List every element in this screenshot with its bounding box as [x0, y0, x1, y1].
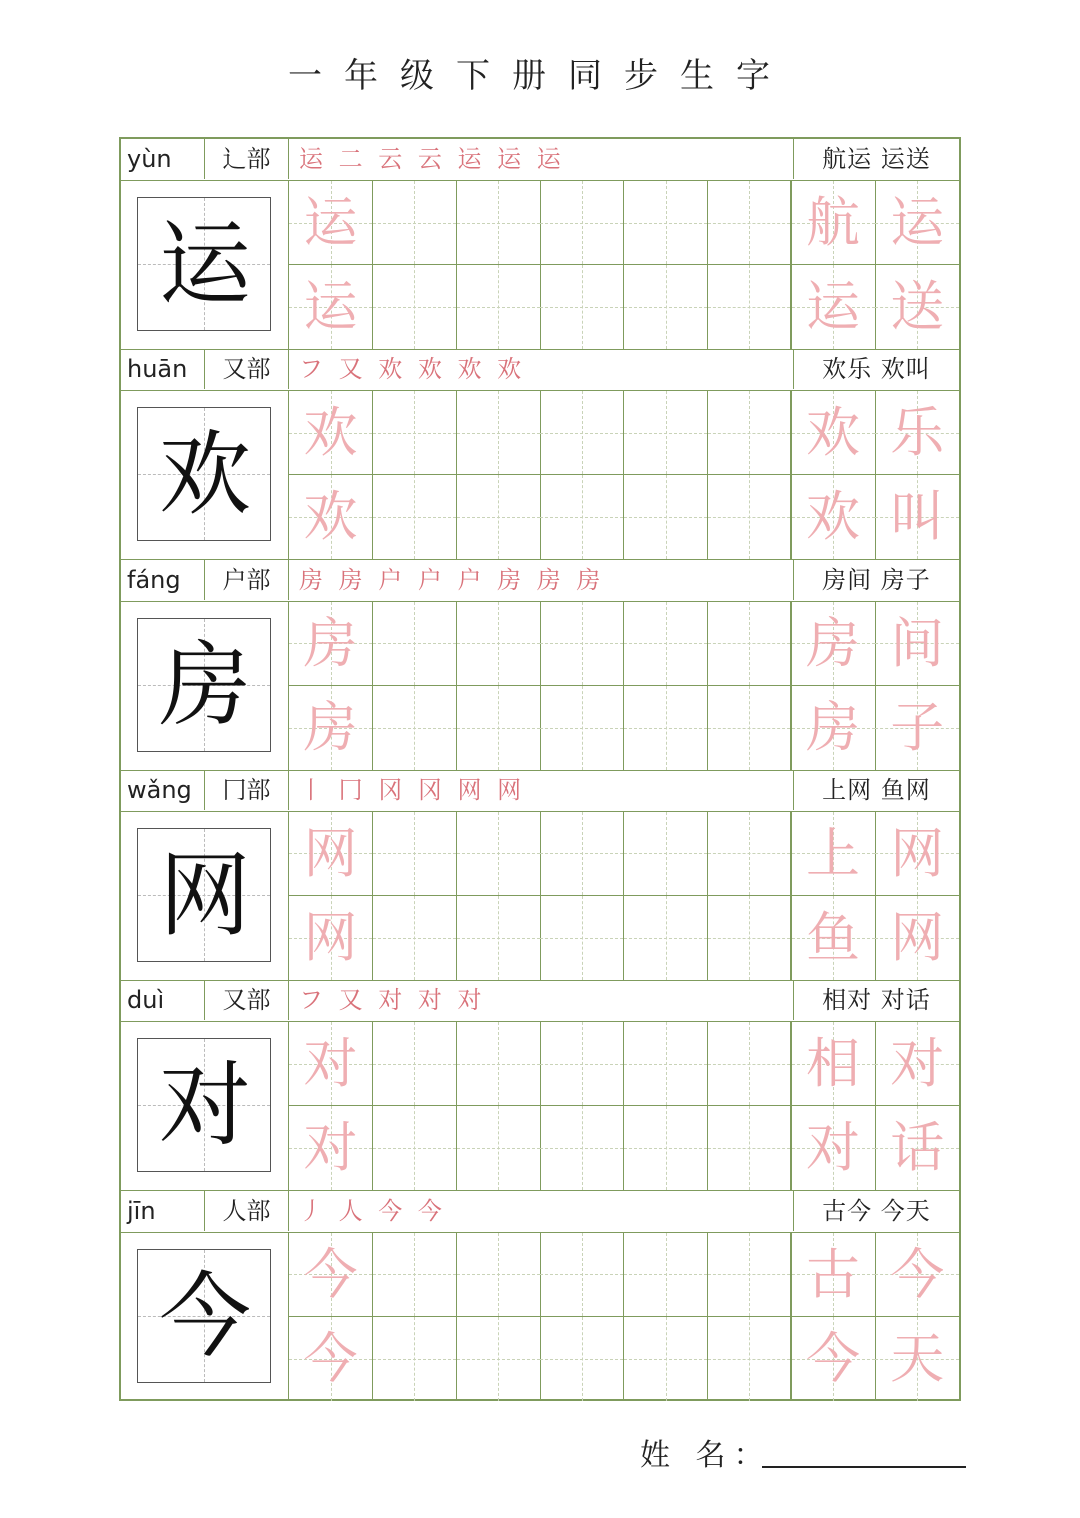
stroke-order: フ 又 欢 欢 欢 欢 — [299, 355, 526, 384]
tracing-grid — [289, 181, 959, 349]
example-words: 房间 房子 — [793, 560, 959, 600]
tracing-cell[interactable] — [373, 896, 457, 980]
tracing-cell[interactable] — [792, 265, 876, 349]
example-words: 上网 鱼网 — [793, 770, 959, 810]
tracing-cell[interactable] — [540, 265, 624, 349]
tracing-cell[interactable] — [540, 602, 624, 686]
radical: 又部 — [205, 349, 289, 389]
trace-character: 网 — [890, 905, 945, 969]
tracing-cell[interactable] — [540, 1317, 624, 1401]
model-character-cell — [121, 391, 289, 559]
example-words: 航运 运送 — [793, 139, 959, 179]
character-header — [121, 980, 959, 1022]
tracing-cell[interactable] — [792, 391, 876, 475]
tracing-cell[interactable] — [708, 1317, 792, 1401]
trace-character: 房 — [303, 695, 358, 759]
tracing-cell[interactable] — [875, 1106, 959, 1190]
tracing-cell[interactable] — [540, 896, 624, 980]
tracing-cell[interactable] — [792, 181, 876, 265]
practice-area — [121, 1022, 959, 1191]
trace-character: 今 — [303, 1242, 358, 1306]
character-block — [121, 139, 959, 350]
tracing-cell[interactable] — [792, 1106, 876, 1190]
model-character-box — [137, 1249, 271, 1383]
model-character-cell — [121, 602, 289, 770]
tracing-cell[interactable] — [373, 812, 457, 896]
tracing-cell[interactable] — [289, 265, 373, 349]
trace-character: 网 — [303, 905, 358, 969]
tracing-cell[interactable] — [624, 391, 708, 475]
trace-character: 欢 — [303, 485, 358, 549]
tracing-cell[interactable] — [708, 1022, 792, 1106]
trace-character: 话 — [890, 1116, 945, 1180]
tracing-cell[interactable] — [373, 1317, 457, 1401]
trace-character: 古 — [806, 1242, 860, 1306]
tracing-cell[interactable] — [708, 265, 792, 349]
tracing-cell[interactable] — [289, 686, 373, 770]
trace-character: 鱼 — [806, 905, 860, 969]
pinyin: yùn — [121, 139, 205, 179]
tracing-cell[interactable] — [373, 1022, 457, 1106]
pinyin: huān — [121, 349, 205, 389]
character-header — [121, 349, 959, 391]
practice-area — [121, 1233, 959, 1402]
tracing-cell[interactable] — [457, 686, 541, 770]
model-character: 房 — [158, 631, 251, 739]
trace-character: 乐 — [890, 401, 945, 465]
tracing-cell[interactable] — [540, 812, 624, 896]
tracing-cell[interactable] — [457, 812, 541, 896]
tracing-cell[interactable] — [708, 391, 792, 475]
name-label: 姓 名： — [640, 1438, 772, 1473]
tracing-cell[interactable] — [373, 265, 457, 349]
tracing-cell[interactable] — [624, 265, 708, 349]
model-character: 运 — [158, 211, 251, 318]
page-title: 一年级下册同步生字 — [288, 56, 792, 96]
tracing-cell[interactable] — [457, 475, 541, 559]
tracing-cell[interactable] — [624, 1317, 708, 1401]
tracing-cell[interactable] — [792, 1022, 876, 1106]
trace-character: 对 — [890, 1032, 945, 1096]
tracing-grid — [289, 391, 959, 559]
tracing-cell[interactable] — [373, 1233, 457, 1317]
trace-character: 房 — [806, 611, 860, 675]
tracing-grid — [289, 1022, 959, 1190]
tracing-grid — [289, 1233, 959, 1401]
tracing-cell[interactable] — [708, 812, 792, 896]
radical: 冂部 — [205, 770, 289, 810]
model-character-box — [137, 197, 271, 331]
tracing-cell[interactable] — [540, 1022, 624, 1106]
trace-character: 运 — [890, 191, 945, 254]
tracing-cell[interactable] — [624, 181, 708, 265]
trace-character: 上 — [806, 821, 860, 885]
tracing-cell[interactable] — [624, 1022, 708, 1106]
character-block — [121, 349, 959, 560]
trace-character: 相 — [806, 1032, 860, 1096]
character-block — [121, 1191, 959, 1402]
radical: 人部 — [205, 1191, 289, 1231]
example-words: 相对 对话 — [793, 980, 959, 1020]
tracing-cell[interactable] — [708, 686, 792, 770]
character-block — [121, 770, 959, 981]
tracing-cell[interactable] — [708, 1106, 792, 1190]
model-character: 对 — [158, 1052, 251, 1160]
tracing-cell[interactable] — [624, 475, 708, 559]
tracing-cell[interactable] — [289, 1106, 373, 1190]
tracing-cell[interactable] — [540, 181, 624, 265]
practice-area — [121, 391, 959, 560]
tracing-cell[interactable] — [875, 602, 959, 686]
tracing-cell[interactable] — [792, 812, 876, 896]
tracing-cell[interactable] — [457, 1317, 541, 1401]
model-character: 今 — [158, 1262, 251, 1370]
model-character-box — [137, 407, 271, 541]
tracing-cell[interactable] — [457, 391, 541, 475]
radical: 又部 — [205, 980, 289, 1020]
model-character-cell — [121, 1233, 289, 1401]
character-block — [121, 980, 959, 1191]
character-header — [121, 139, 959, 181]
practice-area — [121, 602, 959, 771]
pinyin: fáng — [121, 560, 205, 600]
trace-character: 运 — [303, 275, 358, 338]
tracing-cell[interactable] — [457, 896, 541, 980]
tracing-cell[interactable] — [540, 391, 624, 475]
trace-character: 送 — [890, 275, 945, 338]
tracing-cell[interactable] — [875, 812, 959, 896]
trace-character: 航 — [806, 191, 860, 254]
tracing-cell[interactable] — [457, 1106, 541, 1190]
tracing-cell[interactable] — [624, 1106, 708, 1190]
tracing-cell[interactable] — [875, 686, 959, 770]
model-character-box — [137, 618, 271, 752]
model-character: 欢 — [158, 421, 251, 529]
tracing-cell[interactable] — [624, 896, 708, 980]
stroke-order: 丨 冂 冈 冈 网 网 — [299, 775, 526, 804]
trace-character: 天 — [890, 1326, 945, 1390]
tracing-cell[interactable] — [289, 1022, 373, 1106]
tracing-cell[interactable] — [624, 602, 708, 686]
character-header — [121, 560, 959, 602]
tracing-cell[interactable] — [624, 812, 708, 896]
trace-character: 运 — [303, 191, 358, 254]
pinyin: jīn — [121, 1191, 205, 1231]
tracing-cell[interactable] — [540, 686, 624, 770]
tracing-cell[interactable] — [792, 1317, 876, 1401]
tracing-cell[interactable] — [540, 475, 624, 559]
trace-character: 房 — [303, 611, 358, 675]
tracing-cell[interactable] — [875, 1022, 959, 1106]
tracing-cell[interactable] — [792, 1233, 876, 1317]
tracing-cell[interactable] — [457, 181, 541, 265]
model-character-cell — [121, 1022, 289, 1190]
example-words: 古今 今天 — [793, 1191, 959, 1231]
tracing-cell[interactable] — [289, 896, 373, 980]
trace-character: 欢 — [303, 401, 358, 465]
name-field[interactable] — [762, 1466, 966, 1468]
tracing-grid — [289, 812, 959, 980]
tracing-cell[interactable] — [457, 1022, 541, 1106]
tracing-cell[interactable] — [708, 896, 792, 980]
character-header — [121, 1191, 959, 1233]
tracing-cell[interactable] — [289, 1317, 373, 1401]
tracing-cell[interactable] — [373, 475, 457, 559]
practice-area — [121, 812, 959, 981]
trace-character: 今 — [890, 1242, 945, 1306]
tracing-cell[interactable] — [540, 1106, 624, 1190]
trace-character: 网 — [303, 821, 358, 885]
trace-character: 对 — [303, 1116, 358, 1180]
tracing-cell[interactable] — [708, 181, 792, 265]
tracing-cell[interactable] — [373, 181, 457, 265]
tracing-cell[interactable] — [457, 265, 541, 349]
tracing-cell[interactable] — [875, 1317, 959, 1401]
trace-character: 间 — [890, 611, 945, 675]
radical: 户部 — [205, 560, 289, 600]
trace-character: 叫 — [890, 485, 945, 549]
tracing-cell[interactable] — [875, 896, 959, 980]
tracing-grid — [289, 602, 959, 770]
tracing-cell[interactable] — [373, 391, 457, 475]
tracing-cell[interactable] — [708, 602, 792, 686]
practice-sheet — [119, 137, 961, 1401]
tracing-cell[interactable] — [373, 686, 457, 770]
tracing-cell[interactable] — [540, 1233, 624, 1317]
trace-character: 运 — [806, 275, 860, 338]
trace-character: 欢 — [806, 485, 860, 549]
radical: 辶部 — [205, 139, 289, 179]
tracing-cell[interactable] — [289, 1233, 373, 1317]
tracing-cell[interactable] — [875, 265, 959, 349]
trace-character: 欢 — [806, 401, 860, 465]
pinyin: wǎng — [121, 770, 205, 810]
tracing-cell[interactable] — [373, 1106, 457, 1190]
tracing-cell[interactable] — [875, 475, 959, 559]
tracing-cell[interactable] — [373, 602, 457, 686]
example-words: 欢乐 欢叫 — [793, 349, 959, 389]
tracing-cell[interactable] — [792, 602, 876, 686]
stroke-order: フ 又 对 对 对 — [299, 986, 486, 1015]
tracing-cell[interactable] — [875, 1233, 959, 1317]
trace-character: 房 — [806, 695, 860, 759]
model-character-cell — [121, 812, 289, 980]
tracing-cell[interactable] — [708, 475, 792, 559]
trace-character: 对 — [303, 1032, 358, 1096]
tracing-cell[interactable] — [289, 181, 373, 265]
character-header — [121, 770, 959, 812]
tracing-cell[interactable] — [875, 391, 959, 475]
trace-character: 对 — [806, 1116, 860, 1180]
character-block — [121, 560, 959, 771]
tracing-cell[interactable] — [289, 602, 373, 686]
tracing-cell[interactable] — [624, 1233, 708, 1317]
model-character-box — [137, 1038, 271, 1172]
tracing-cell[interactable] — [624, 686, 708, 770]
pinyin: duì — [121, 980, 205, 1020]
trace-character: 今 — [806, 1326, 860, 1390]
model-character-box — [137, 828, 271, 962]
stroke-order: 丿 人 今 今 — [299, 1196, 446, 1225]
tracing-cell[interactable] — [875, 181, 959, 265]
trace-character: 子 — [890, 695, 945, 759]
tracing-cell[interactable] — [289, 391, 373, 475]
trace-character: 今 — [303, 1326, 358, 1390]
stroke-order: 房 房 户 户 户 房 房 房 — [299, 565, 605, 594]
practice-area — [121, 181, 959, 350]
tracing-cell[interactable] — [708, 1233, 792, 1317]
model-character-cell — [121, 181, 289, 349]
tracing-cell[interactable] — [289, 812, 373, 896]
tracing-cell[interactable] — [792, 686, 876, 770]
tracing-cell[interactable] — [457, 1233, 541, 1317]
trace-character: 网 — [890, 821, 945, 885]
tracing-cell[interactable] — [457, 602, 541, 686]
tracing-cell[interactable] — [792, 896, 876, 980]
tracing-cell[interactable] — [792, 475, 876, 559]
tracing-cell[interactable] — [289, 475, 373, 559]
model-character: 网 — [158, 841, 251, 949]
stroke-order: 运 二 云 云 运 运 运 — [299, 145, 565, 173]
